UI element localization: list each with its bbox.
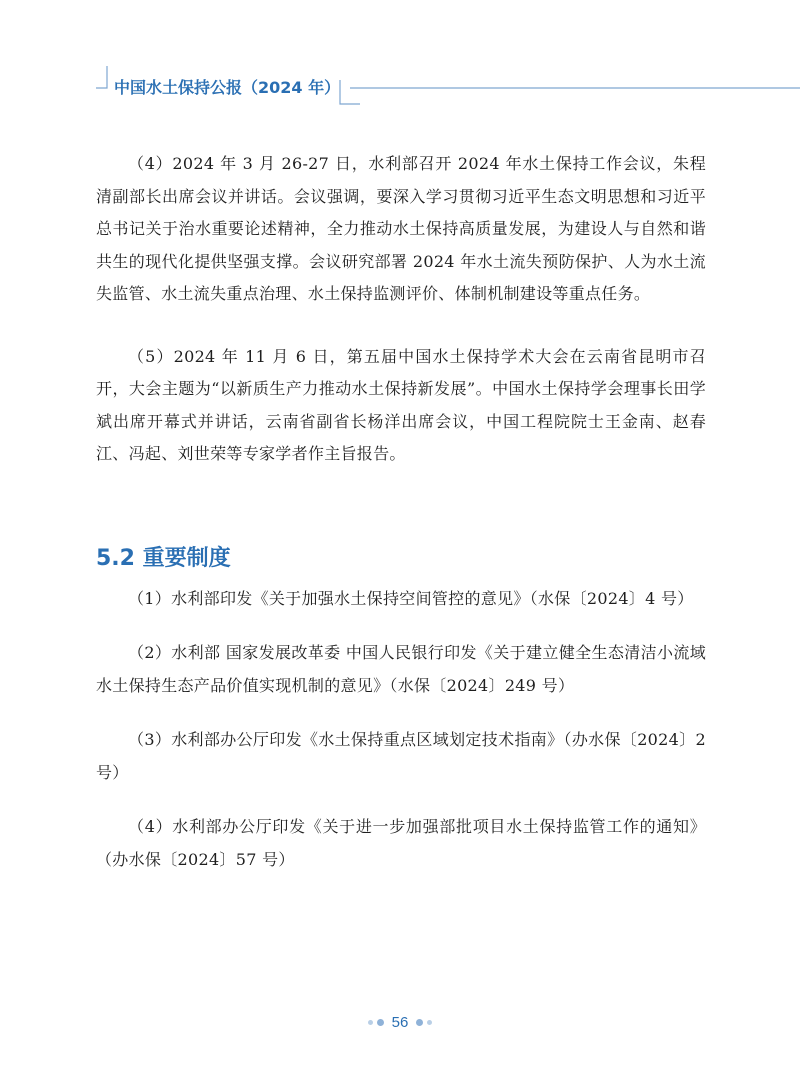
main-content [96, 148, 706, 898]
header-title: 中国水土保持公报（2024 年） [114, 78, 341, 97]
page-footer [0, 1008, 800, 1036]
section-title: 5.2 重要制度 [96, 545, 231, 571]
page-header [0, 0, 800, 110]
paragraph-conference: （5）2024 年 11 月 6 日，第五届中国水土保持学术大会在云南省昆明市召开，大会主题为“以新质生产力推动水土保持新发展”。中国水土保持学会理事长田学斌出席开幕式并讲话，云南省副省长杨洋出席会议，中国工程院院士王金南、赵春江、冯起、刘世荣等专家学者作主旨报告。 [96, 346, 706, 463]
list-item: （4）水利部办公厅印发《关于进一步加强部批项目水土保持监管工作的通知》（办水保〔2024〕57 号） [96, 817, 706, 869]
paragraph-meeting: （4）2024 年 3 月 26-27 日，水利部召开 2024 年水土保持工作会议，朱程清副部长出席会议并讲话。会议强调，要深入学习贯彻习近平生态文明思想和习近平总书记关于治水重要论述精神，全力推动水土保持高质量发展，为建设人与自然和谐共生的现代化提供坚强支撑。会议研究部署 2024 年水土流失预防保护、人为水土流失监管、水土流失重点治理、水土保持监测评价、体制机制建设等重点任务。 [96, 154, 706, 303]
list-item: （2）水利部 国家发展改革委 中国人民银行印发《关于建立健全生态清洁小流域水土保持生态产品价值实现机制的意见》（水保〔2024〕249 号） [96, 643, 706, 695]
page-number: 56 [391, 1013, 409, 1031]
list-item: （3）水利部办公厅印发《水土保持重点区域划定技术指南》（办水保〔2024〕2 号） [96, 730, 706, 782]
decorative-dots-left [368, 1019, 384, 1026]
decorative-dots-right [416, 1019, 432, 1026]
list-item: （1）水利部印发《关于加强水土保持空间管控的意见》（水保〔2024〕4 号） [128, 588, 694, 608]
